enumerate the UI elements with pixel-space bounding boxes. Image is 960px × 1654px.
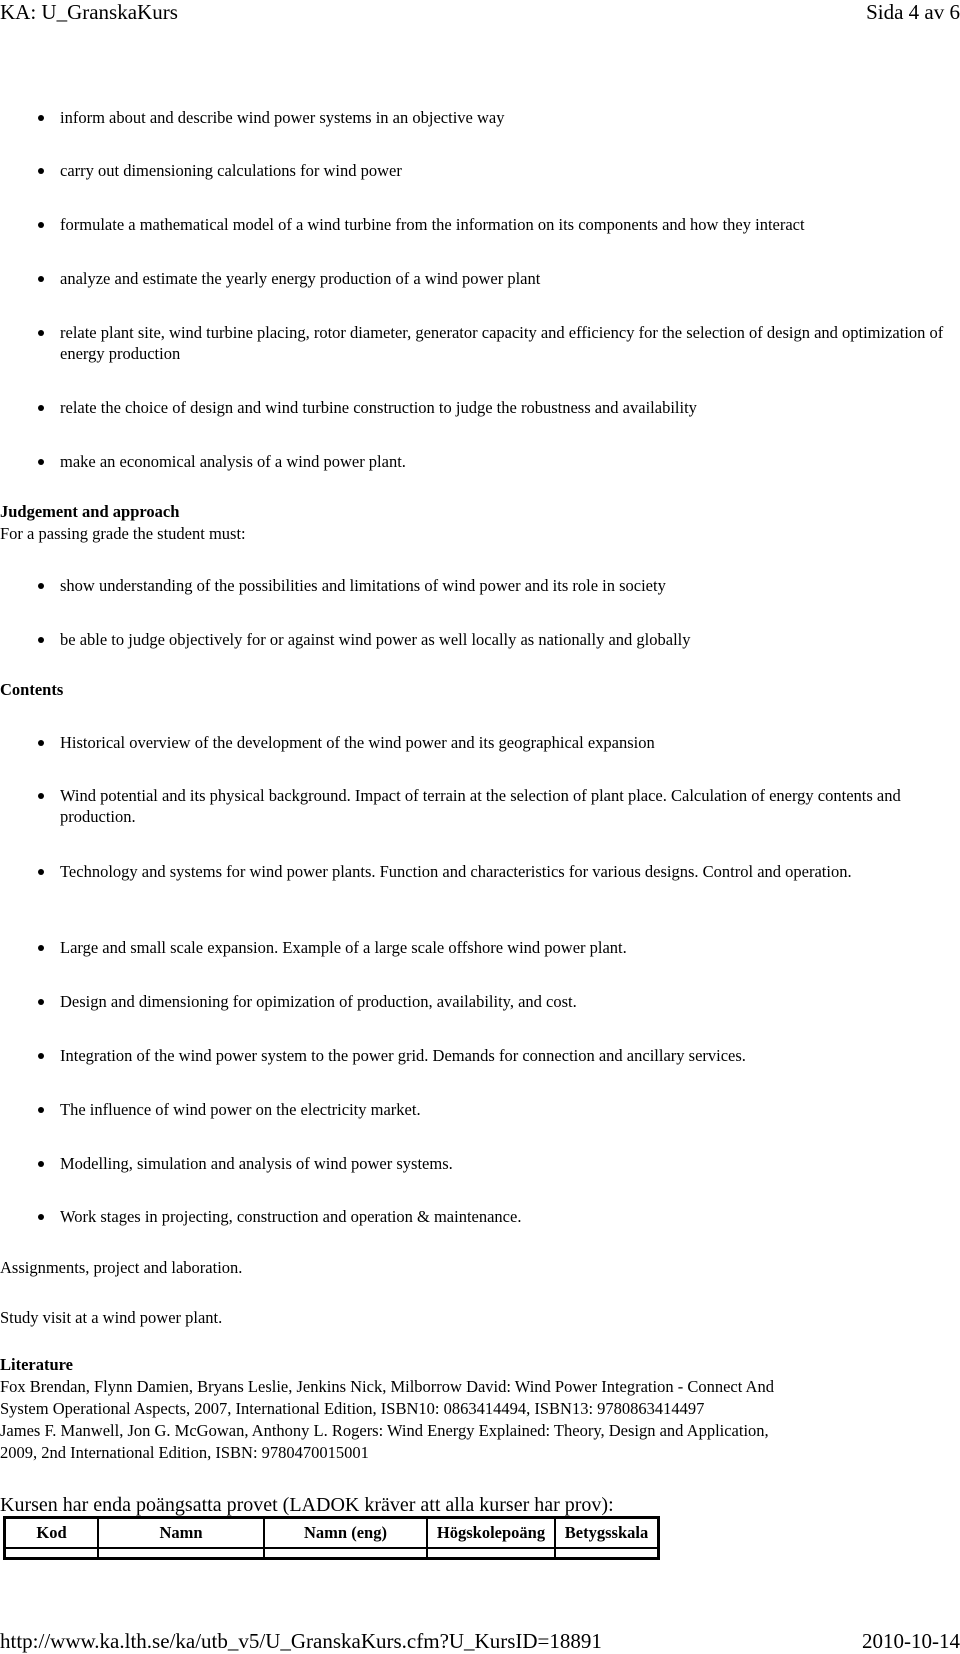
bullet-icon bbox=[38, 583, 44, 589]
judgement-heading: Judgement and approach bbox=[0, 502, 180, 521]
judgement-intro: For a passing grade the student must: bbox=[0, 524, 246, 543]
list-item: show understanding of the possibilities and limitations of wind power and its role in society bbox=[60, 575, 960, 596]
list-item: Integration of the wind power system to the power grid. Demands for connection and ancillary services. bbox=[60, 1045, 960, 1066]
list-item: Large and small scale expansion. Example of a large scale offshore wind power plant. bbox=[60, 937, 960, 958]
bullet-icon bbox=[38, 115, 44, 121]
bullet-icon bbox=[38, 740, 44, 746]
exam-table bbox=[3, 1516, 660, 1560]
contents-note-study-visit: Study visit at a wind power plant. bbox=[0, 1308, 223, 1327]
literature-heading: Literature bbox=[0, 1355, 74, 1374]
bullet-icon bbox=[38, 405, 44, 411]
contents-heading: Contents bbox=[0, 680, 64, 699]
literature-line: James F. Manwell, Jon G. McGowan, Anthony L. Rogers: Wind Energy Explained: Theory, Design and Application, bbox=[0, 1421, 769, 1440]
bullet-icon bbox=[38, 869, 44, 875]
literature-line: System Operational Aspects, 2007, International Edition, ISBN10: 0863414494, ISBN13: 9780863414497 bbox=[0, 1399, 705, 1418]
literature-line: 2009, 2nd International Edition, ISBN: 9780470015001 bbox=[0, 1443, 369, 1462]
header-page-number: Sida 4 av 6 bbox=[866, 0, 960, 24]
table-cell bbox=[264, 1548, 427, 1558]
column-header-namn-eng: Namn (eng) bbox=[264, 1518, 427, 1548]
bullet-icon bbox=[38, 459, 44, 465]
column-header-hogskolepoang: Högskolepoäng bbox=[427, 1518, 555, 1548]
bullet-icon bbox=[38, 793, 44, 799]
list-item: formulate a mathematical model of a wind turbine from the information on its components and how they interact bbox=[60, 214, 960, 235]
list-item: The influence of wind power on the electricity market. bbox=[60, 1099, 960, 1120]
bullet-icon bbox=[38, 1053, 44, 1059]
bullet-icon bbox=[38, 637, 44, 643]
list-item: carry out dimensioning calculations for wind power bbox=[60, 160, 960, 181]
bullet-icon bbox=[38, 222, 44, 228]
list-item: make an economical analysis of a wind power plant. bbox=[60, 451, 960, 472]
list-item: inform about and describe wind power systems in an objective way bbox=[60, 107, 960, 128]
bullet-icon bbox=[38, 330, 44, 336]
table-cell bbox=[98, 1548, 264, 1558]
list-item: Technology and systems for wind power plants. Function and characteristics for various designs. Control and operation. bbox=[60, 861, 960, 882]
list-item: relate plant site, wind turbine placing, rotor diameter, generator capacity and efficiency for the selection of design and optimization of energy production bbox=[60, 322, 960, 364]
list-item: Historical overview of the development of the wind power and its geographical expansion bbox=[60, 732, 960, 753]
bullet-icon bbox=[38, 168, 44, 174]
list-item: Modelling, simulation and analysis of wind power systems. bbox=[60, 1153, 960, 1174]
literature-line: Fox Brendan, Flynn Damien, Bryans Leslie, Jenkins Nick, Milborrow David: Wind Power Integration - Connect And bbox=[0, 1377, 774, 1396]
bullet-icon bbox=[38, 1214, 44, 1220]
bullet-icon bbox=[38, 999, 44, 1005]
table-cell bbox=[5, 1548, 98, 1558]
page-header bbox=[0, 0, 960, 30]
contents-note-assignments: Assignments, project and laboration. bbox=[0, 1258, 243, 1277]
column-header-kod: Kod bbox=[5, 1518, 98, 1548]
table-header-row bbox=[5, 1518, 658, 1548]
page-footer bbox=[0, 1629, 960, 1654]
bullet-icon bbox=[38, 945, 44, 951]
column-header-betygsskala: Betygsskala bbox=[555, 1518, 658, 1548]
bullet-icon bbox=[38, 276, 44, 282]
list-item: Design and dimensioning for opimization of production, availability, and cost. bbox=[60, 991, 960, 1012]
list-item: Work stages in projecting, construction and operation & maintenance. bbox=[60, 1206, 960, 1227]
list-item: Wind potential and its physical background. Impact of terrain at the selection of plant place. Calculation of energy contents and production. bbox=[60, 785, 960, 827]
table-cell bbox=[427, 1548, 555, 1558]
exam-section-title: Kursen har enda poängsatta provet (LADOK kräver att alla kurser har prov): bbox=[0, 1494, 614, 1516]
column-header-namn: Namn bbox=[98, 1518, 264, 1548]
bullet-icon bbox=[38, 1107, 44, 1113]
header-title: KA: U_GranskaKurs bbox=[0, 0, 178, 24]
footer-url: http://www.ka.lth.se/ka/utb_v5/U_GranskaKurs.cfm?U_KursID=18891 bbox=[0, 1629, 602, 1653]
list-item: be able to judge objectively for or against wind power as well locally as nationally and globally bbox=[60, 629, 960, 650]
bullet-icon bbox=[38, 1161, 44, 1167]
footer-date: 2010-10-14 bbox=[862, 1629, 960, 1653]
list-item: analyze and estimate the yearly energy production of a wind power plant bbox=[60, 268, 960, 289]
list-item: relate the choice of design and wind turbine construction to judge the robustness and availability bbox=[60, 397, 960, 418]
table-cell bbox=[555, 1548, 658, 1558]
table-row bbox=[5, 1548, 658, 1558]
